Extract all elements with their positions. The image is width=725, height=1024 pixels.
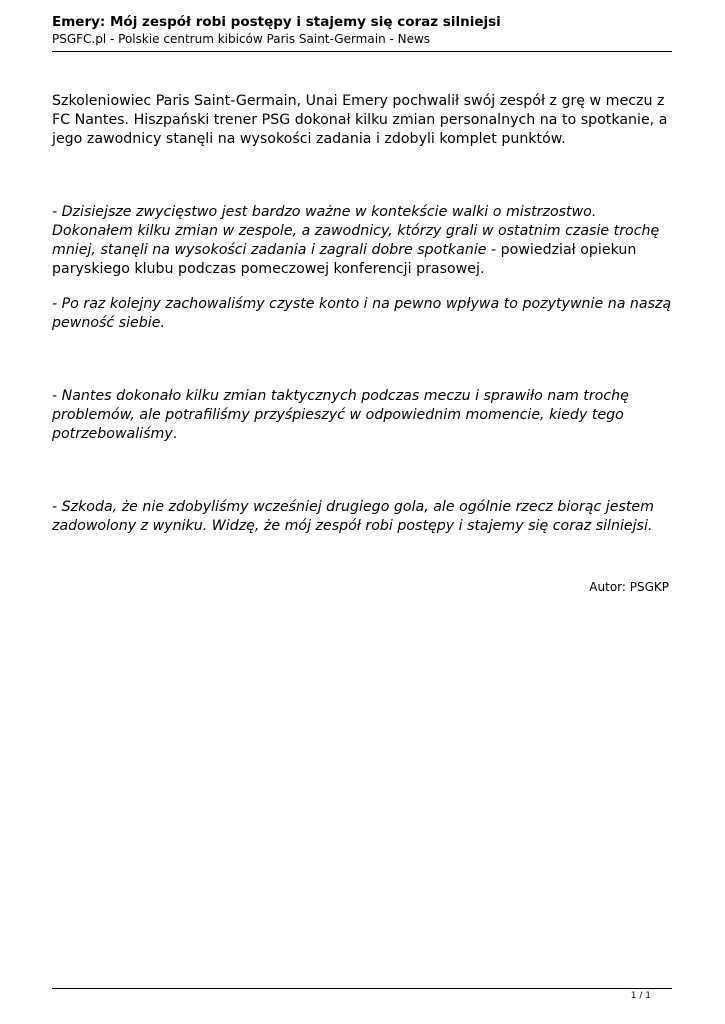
- article-quote-4: - Szkoda, że nie zdobyliśmy wcześniej drugiego gola, ale ogólnie rzecz biorąc jestem zadowolony z wyniku. Widzę, że mój zespół robi postępy i stajemy się coraz silniejsi.: [52, 499, 654, 534]
- article-intro: Szkoleniowiec Paris Saint-Germain, Unai Emery pochwalił swój zespół z grę w meczu z FC Nantes. Hiszpański trener PSG dokonał kilku zmian personalnych na to spotkanie, a jego zawodnicy stanęli na wysokości zadania i zdobyli komplet punktów.: [52, 93, 668, 147]
- quote-text: - Nantes dokonało kilku zmian taktycznych podczas meczu i sprawiło nam trochę problemów, ale potrafiliśmy przyśpieszyć w odpowiednim momencie, kiedy tego potrzebowaliśmy: [52, 388, 629, 442]
- spacer: [52, 444, 677, 498]
- article-author: Autor: PSGKP: [589, 580, 669, 594]
- page-title: Emery: Mój zespół robi postępy i stajemy się coraz silniejsi: [52, 14, 501, 30]
- page-subtitle: PSGFC.pl - Polskie centrum kibiców Paris Saint-Germain - News: [52, 32, 431, 46]
- article-quote-2: - Po raz kolejny zachowaliśmy czyste konto i na pewno wpływa to pozytywnie na naszą pewność siebie.: [52, 296, 672, 331]
- spacer: [52, 279, 677, 295]
- header-divider: [52, 51, 672, 52]
- spacer: [52, 333, 677, 387]
- quote-text: - Dzisiejsze zwycięstwo jest bardzo ważne w kontekście walki o mistrzostwo. Dokonałem kilku zmian w zespole, a zawodnicy, którzy grali w ostatnim czasie trochę mniej, stanęli na wysokości zadania i zagrali dobre spotkanie: [52, 204, 660, 258]
- article-body: [52, 92, 677, 536]
- quote-attribution: - powiedział opiekun paryskiego klubu podczas pomeczowej konferencji prasowej.: [52, 242, 637, 277]
- article-quote-3: [52, 387, 677, 444]
- page-number: 1 / 1: [630, 991, 651, 1001]
- spacer: [52, 149, 677, 203]
- footer-divider: [52, 988, 672, 989]
- quote-end: .: [172, 426, 178, 442]
- document-header: [52, 14, 672, 48]
- article-quote-1: [52, 203, 677, 279]
